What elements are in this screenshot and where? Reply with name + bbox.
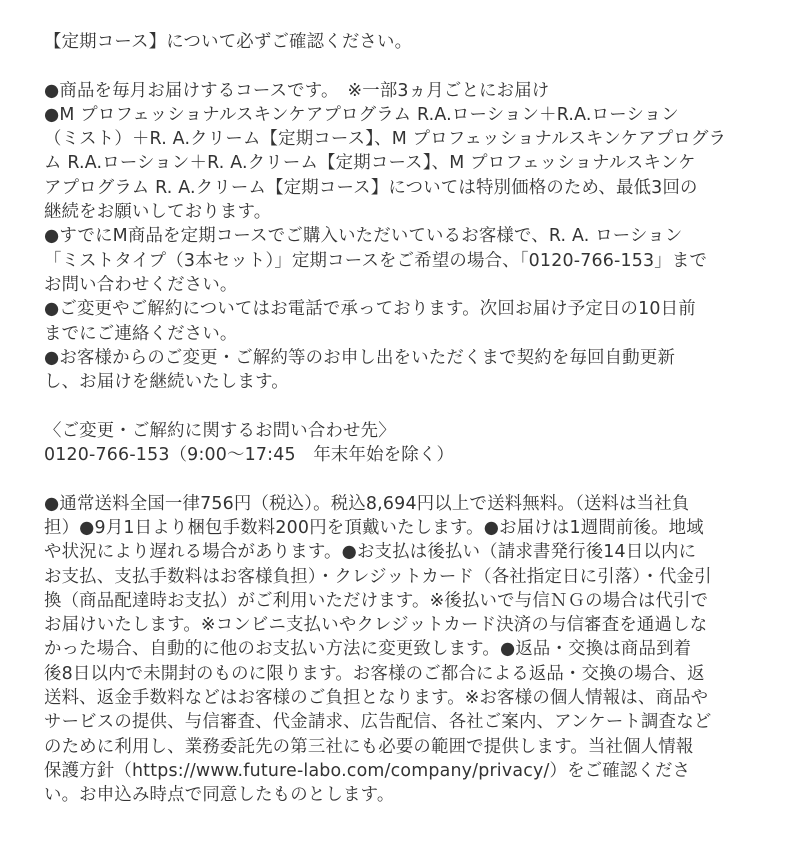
course-note-line: し、お届けを継続いたします。 xyxy=(44,372,289,393)
shipping-note-line: サービスの提供、与信審査、代金請求、広告配信、各社ご案内、アンケート調査など xyxy=(44,712,712,733)
course-note-line: ●お客様からのご変更・ご解約等のお申し出をいただくまで契約を毎回自動更新 xyxy=(44,347,676,368)
contact-info xyxy=(44,419,760,468)
course-notes xyxy=(44,79,760,395)
shipping-note-line: 送料、返金手数料などはお客様のご負担となります。※お客様の個人情報は、商品や xyxy=(44,688,709,709)
shipping-note-line: ●通常送料全国一律756円（税込）。税込8,694円以上で送料無料。（送料は当社負 xyxy=(44,493,690,514)
shipping-note-line: い。お申込み時点で同意したものとします。 xyxy=(44,785,395,806)
shipping-note-line: お届けいたします。※コンビニ支払いやクレジットカード決済の与信審査を通過しな xyxy=(44,615,708,636)
shipping-note-line: かった場合、自動的に他のお支払い方法に変更致します。●返品・交換は商品到着 xyxy=(44,639,692,660)
course-note-line: までにご連絡ください。 xyxy=(44,323,238,344)
shipping-note-line: 担）●9月1日より梱包手数料200円を頂戴いたします。●お届けは1週間前後。地域 xyxy=(44,517,704,538)
shipping-note-line: や状況により遅れる場合があります。●お支払は後払い（請求書発行後14日以内に xyxy=(44,542,697,563)
spacer xyxy=(44,394,760,418)
subscription-notice xyxy=(44,30,760,808)
notice-heading: 【定期コース】について必ずご確認ください。 xyxy=(44,32,413,52)
course-note-line: アプログラム R. A.クリーム【定期コース】については特別価格のため、最低3回の xyxy=(44,177,698,198)
shipping-note-line: のために利用し、業務委託先の第三社にも必要の範囲で提供します。当社個人情報 xyxy=(44,736,694,757)
contact-title: 〈ご変更・ご解約に関するお問い合わせ先〉 xyxy=(44,420,396,441)
shipping-note-line: 換（商品配達時お支払）がご利用いただけます。※後払いで与信ＮＧの場合は代引で xyxy=(44,590,709,611)
course-note-line: ●M プロフェッショナルスキンケアプログラム R.A.ローション＋R.A.ローション xyxy=(44,104,679,125)
course-note-line: ム R.A.ローション＋R. A.クリーム【定期コース】、M プロフェッショナルスキンケ xyxy=(44,153,696,174)
shipping-notes xyxy=(44,492,760,808)
shipping-note-line: 保護方針（https://www.future-labo.com/company/privacy/）をご確認くださ xyxy=(44,760,691,781)
course-note-line: お問い合わせください。 xyxy=(44,274,238,295)
course-note-line: （ミスト）＋R. A.クリーム【定期コース】、M プロフェッショナルスキンケアプログラ xyxy=(44,129,727,150)
contact-phone-hours: 0120-766-153（9:00〜17:45 年末年始を除く） xyxy=(44,445,455,466)
course-note-line: 「ミストタイプ（3本セット）」定期コースをご希望の場合、「0120-766-153」まで xyxy=(44,250,708,271)
spacer xyxy=(44,467,760,491)
course-note-line: ●すでにM商品を定期コースでご購入いただいているお客様で、R. A. ローション xyxy=(44,226,683,247)
shipping-note-line: お支払、支払手数料はお客様負担）・クレジットカード（各社指定日に引落）・代金引 xyxy=(44,566,712,587)
shipping-note-line: 後8日以内で未開封のものに限ります。お客様のご都合による返品・交換の場合、返 xyxy=(44,663,705,684)
spacer xyxy=(44,54,760,78)
course-note-line: ●ご変更やご解約についてはお電話で承っております。次回お届け予定日の10日前 xyxy=(44,299,696,320)
course-note-line: 継続をお願いしております。 xyxy=(44,202,272,223)
course-note-line: ●商品を毎月お届けするコースです。 ※一部3ヵ月ごとにお届け xyxy=(44,80,550,101)
